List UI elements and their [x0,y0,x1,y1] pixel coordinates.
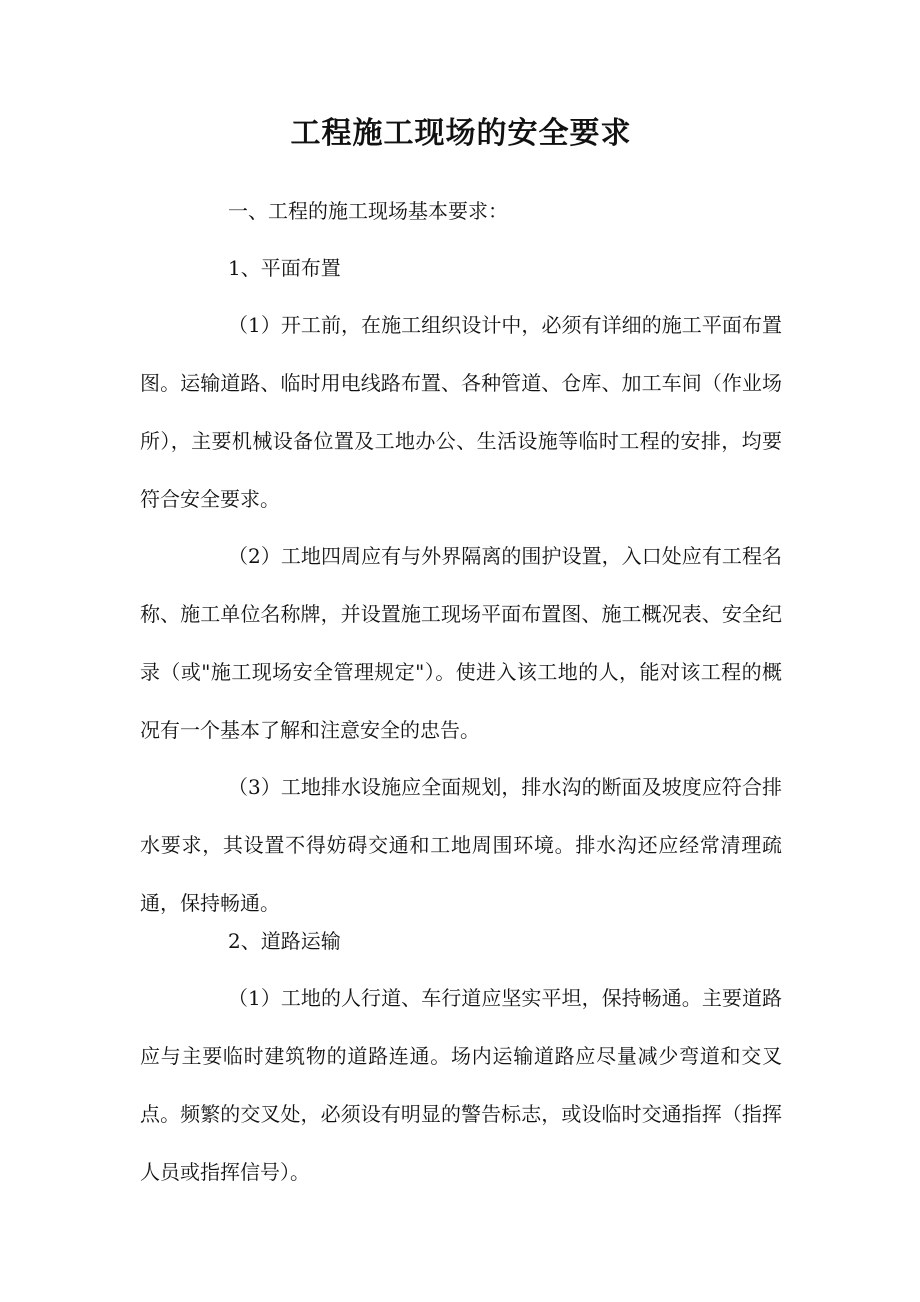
subsection-heading-layout: 1、平面布置 [228,256,341,280]
subsection-heading-road-transport: 2、道路运输 [228,929,341,953]
paragraph-layout-1: （1）开工前，在施工组织设计中，必须有详细的施工平面布置图。运输道路、临时用电线路布置、各种管道、仓库、加工车间（作业场所），主要机械设备位置及工地办公、生活设施等临时工程的安排，均要符合安全要求。 [140,313,782,511]
paragraph-road-transport-1: （1）工地的人行道、车行道应坚实平坦，保持畅通。主要道路应与主要临时建筑物的道路连通。场内运输道路应尽量减少弯道和交叉点。频繁的交叉处，必须设有明显的警告标志，或设临时交通指挥（指挥人员或指挥信号）。 [140,986,782,1184]
document-title: 工程施工现场的安全要求 [290,116,632,151]
paragraph-layout-3: （3）工地排水设施应全面规划，排水沟的断面及坡度应符合排水要求，其设置不得妨碍交通和工地周围环境。排水沟还应经常清理疏通，保持畅通。 [140,775,782,915]
section-heading-basic-requirements: 一、工程的施工现场基本要求： [228,199,508,223]
paragraph-layout-2: （2）工地四周应有与外界隔离的围护设置，入口处应有工程名称、施工单位名称牌，并设置施工现场平面布置图、施工概况表、安全纪录（或"施工现场安全管理规定"）。使进入该工地的人，能对该工程的概况有一个基本了解和注意安全的忠告。 [140,544,782,742]
